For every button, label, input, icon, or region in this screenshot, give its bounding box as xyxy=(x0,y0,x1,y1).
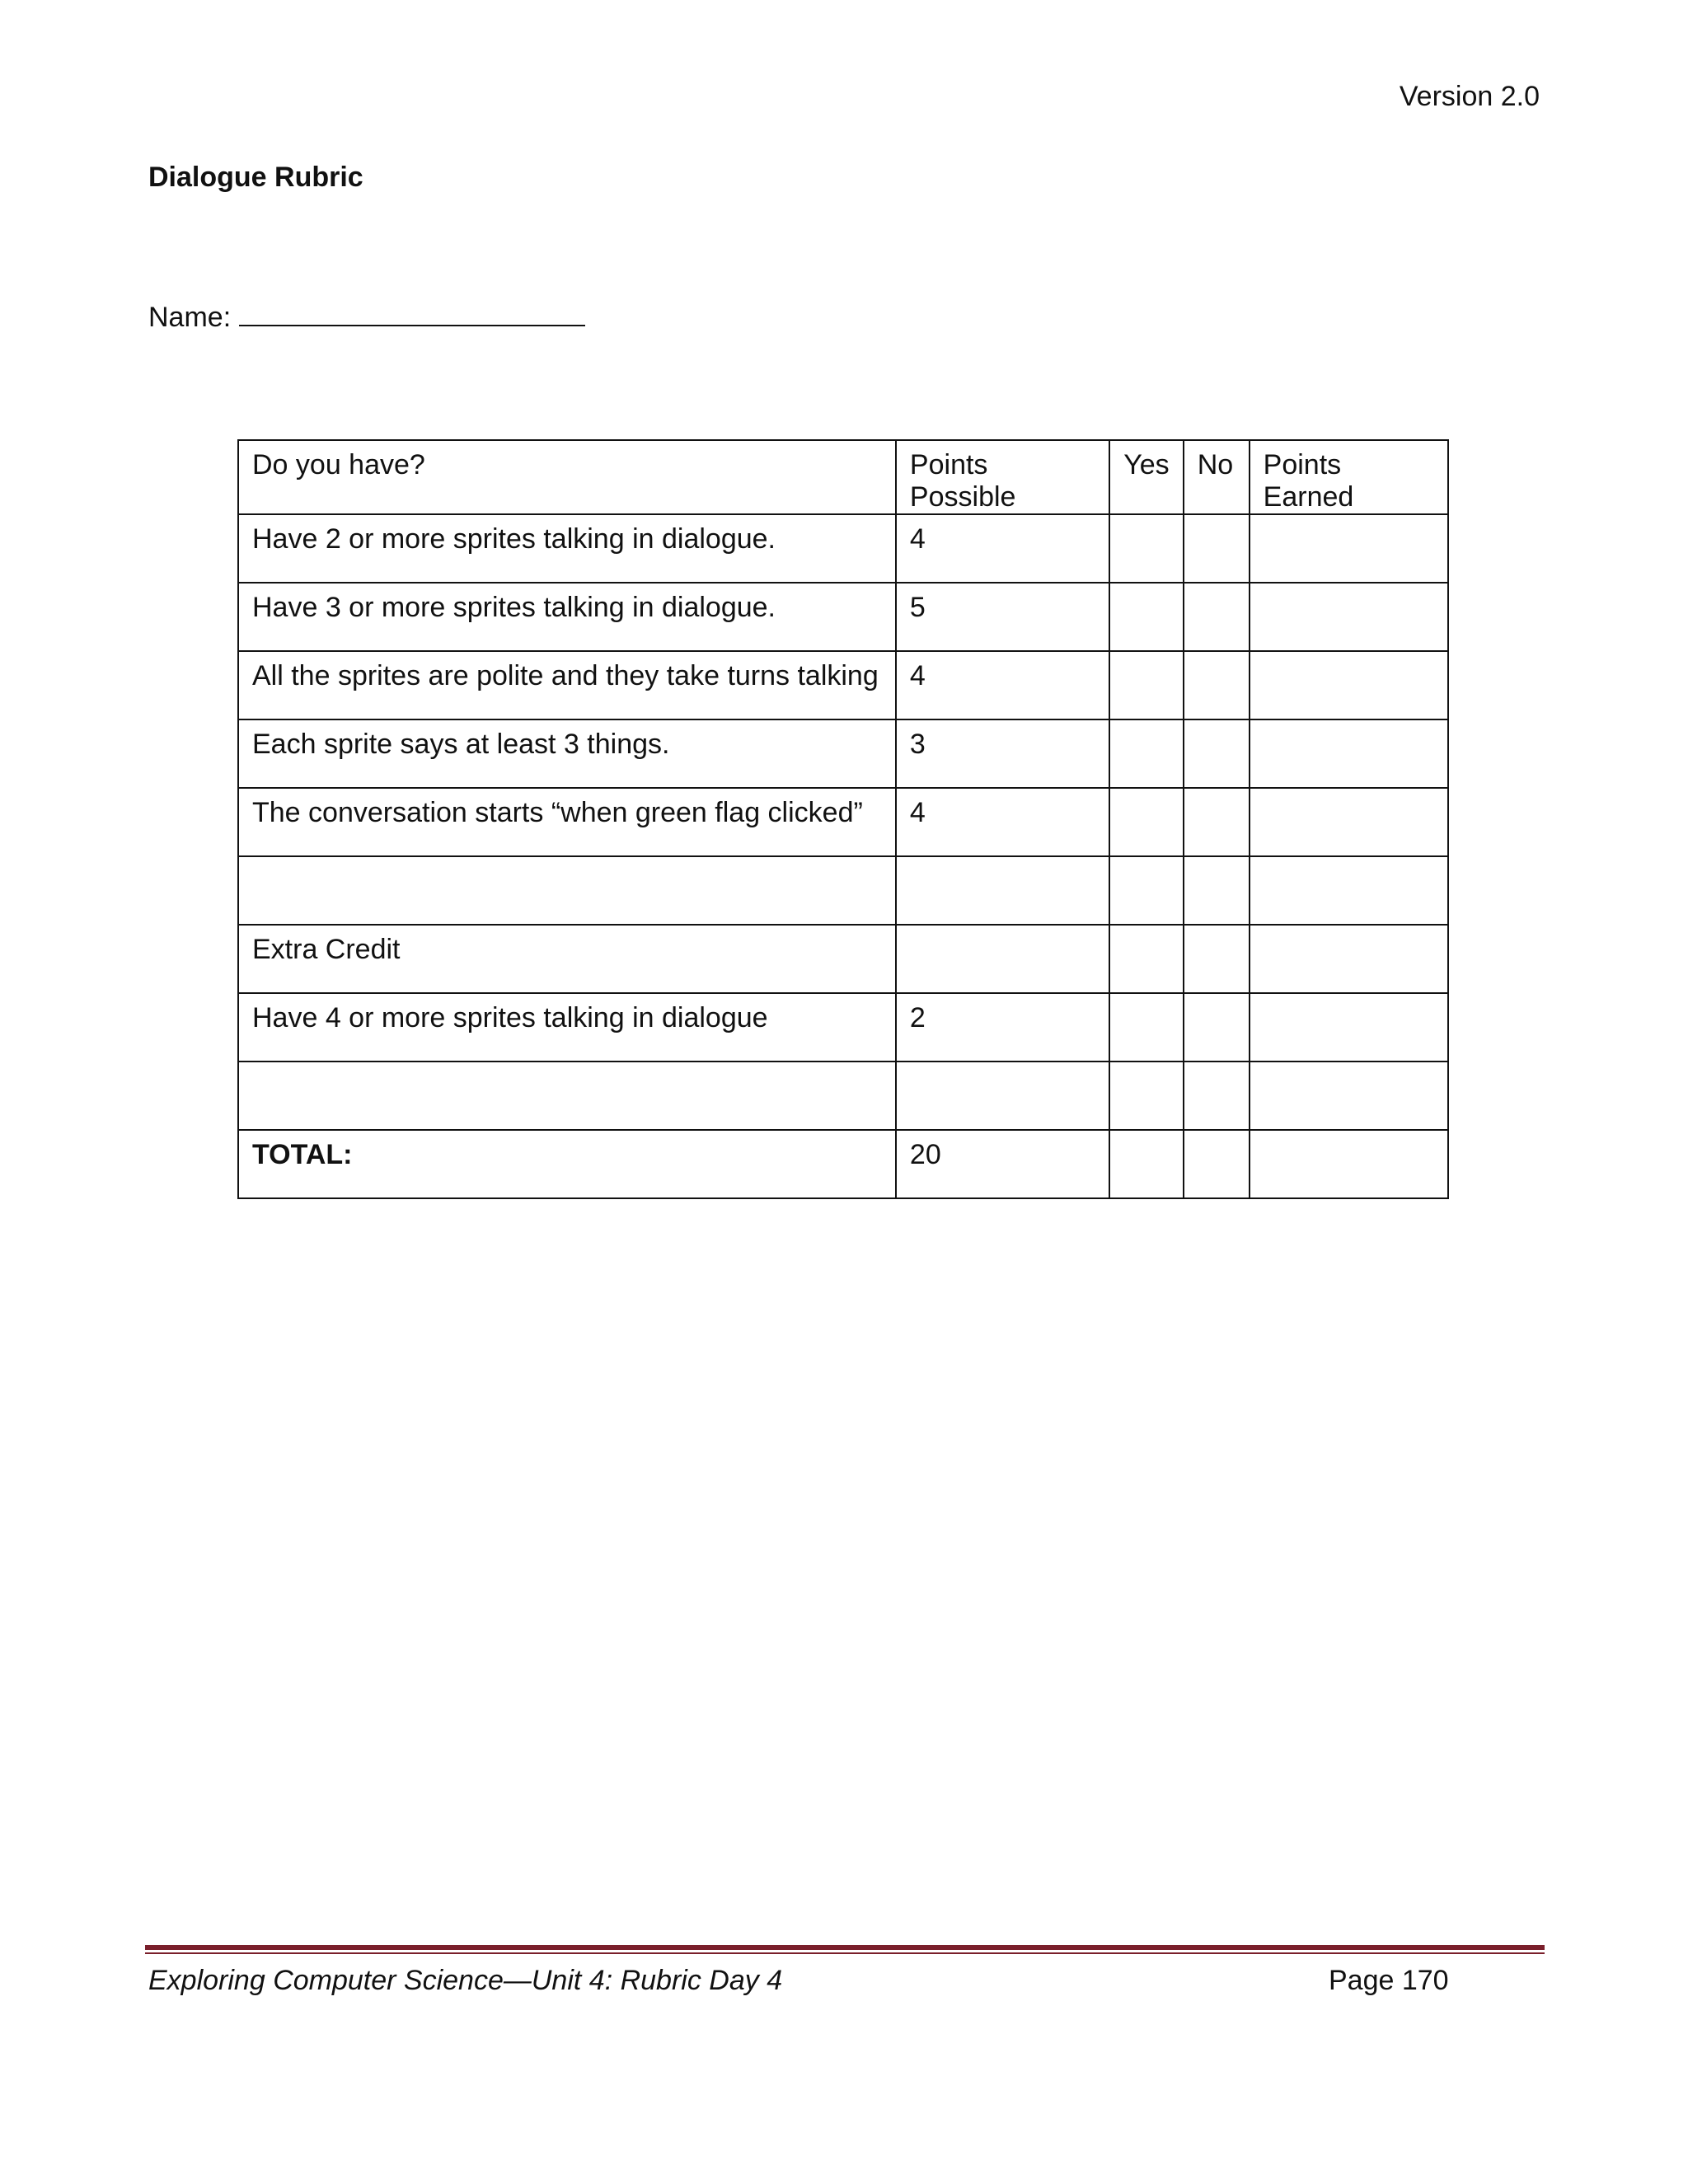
footer-rule-thick xyxy=(145,1945,1545,1950)
points-earned-cell xyxy=(1250,583,1448,651)
no-cell xyxy=(1184,993,1250,1062)
rubric-item: The conversation starts “when green flag clicked” xyxy=(238,788,896,856)
table-row xyxy=(238,788,1448,856)
yes-cell xyxy=(1109,583,1183,651)
yes-cell xyxy=(1109,1062,1183,1130)
name-blank-line xyxy=(239,300,585,326)
points-earned-cell xyxy=(1250,514,1448,583)
column-header: Points Earned xyxy=(1250,440,1448,514)
no-cell xyxy=(1184,719,1250,788)
points-possible: 4 xyxy=(896,788,1109,856)
points-possible: 5 xyxy=(896,583,1109,651)
yes-cell xyxy=(1109,514,1183,583)
points-earned-cell xyxy=(1250,993,1448,1062)
rubric-item xyxy=(238,856,896,925)
points-possible: 4 xyxy=(896,514,1109,583)
column-header: Points Possible xyxy=(896,440,1109,514)
rubric-item: Have 3 or more sprites talking in dialogue. xyxy=(238,583,896,651)
name-field xyxy=(148,300,585,334)
points-earned-cell xyxy=(1250,719,1448,788)
table-row-total xyxy=(238,1130,1448,1198)
no-cell xyxy=(1184,1130,1250,1198)
column-header: No xyxy=(1184,440,1250,514)
total-label: TOTAL: xyxy=(238,1130,896,1198)
points-earned-cell xyxy=(1250,651,1448,719)
no-cell xyxy=(1184,925,1250,993)
table-row xyxy=(238,719,1448,788)
rubric-item: Extra Credit xyxy=(238,925,896,993)
points-earned-cell xyxy=(1250,925,1448,993)
table-row xyxy=(238,514,1448,583)
yes-cell xyxy=(1109,925,1183,993)
points-earned-cell xyxy=(1250,1130,1448,1198)
yes-cell xyxy=(1109,651,1183,719)
page-title: Dialogue Rubric xyxy=(148,162,363,193)
points-earned-cell xyxy=(1250,1062,1448,1130)
points-possible: 2 xyxy=(896,993,1109,1062)
rubric-table xyxy=(237,439,1449,1199)
rubric-item: Each sprite says at least 3 things. xyxy=(238,719,896,788)
points-possible xyxy=(896,856,1109,925)
yes-cell xyxy=(1109,1130,1183,1198)
table-row xyxy=(238,856,1448,925)
points-earned-cell xyxy=(1250,788,1448,856)
rubric-item: All the sprites are polite and they take turns talking xyxy=(238,651,896,719)
column-header: Do you have? xyxy=(238,440,896,514)
no-cell xyxy=(1184,583,1250,651)
points-possible xyxy=(896,1062,1109,1130)
rubric-item: Have 2 or more sprites talking in dialogue. xyxy=(238,514,896,583)
yes-cell xyxy=(1109,993,1183,1062)
points-possible: 4 xyxy=(896,651,1109,719)
yes-cell xyxy=(1109,788,1183,856)
rubric-item xyxy=(238,1062,896,1130)
no-cell xyxy=(1184,856,1250,925)
total-points: 20 xyxy=(896,1130,1109,1198)
column-header: Yes xyxy=(1109,440,1183,514)
name-label: Name: xyxy=(148,302,232,333)
rubric-item: Have 4 or more sprites talking in dialogue xyxy=(238,993,896,1062)
footer-page-number: Page 170 xyxy=(1329,1965,1449,1996)
table-header-row xyxy=(238,440,1448,514)
no-cell xyxy=(1184,1062,1250,1130)
points-possible xyxy=(896,925,1109,993)
points-possible: 3 xyxy=(896,719,1109,788)
yes-cell xyxy=(1109,719,1183,788)
table-row xyxy=(238,993,1448,1062)
version-label: Version 2.0 xyxy=(1399,81,1540,112)
table-row xyxy=(238,925,1448,993)
table-row xyxy=(238,583,1448,651)
yes-cell xyxy=(1109,856,1183,925)
points-earned-cell xyxy=(1250,856,1448,925)
no-cell xyxy=(1184,514,1250,583)
no-cell xyxy=(1184,788,1250,856)
table-row xyxy=(238,1062,1448,1130)
table-row xyxy=(238,651,1448,719)
footer-course-title: Exploring Computer Science—Unit 4: Rubric Day 4 xyxy=(148,1965,783,1996)
no-cell xyxy=(1184,651,1250,719)
footer-rule-thin xyxy=(145,1952,1545,1954)
